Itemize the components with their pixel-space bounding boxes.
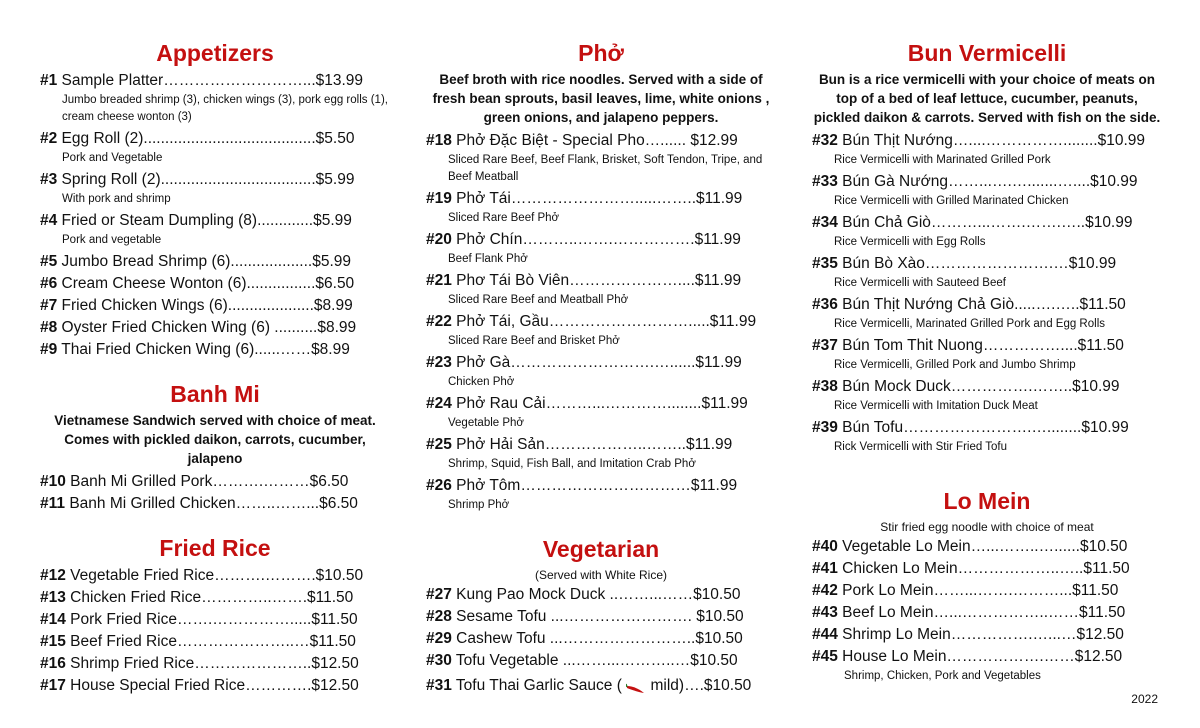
vegetarian-heading: Vegetarian (542, 536, 660, 562)
item-number: #25 (426, 436, 452, 453)
item-number: #23 (426, 354, 452, 371)
menu-item (40, 273, 390, 295)
item-text: Shrimp Lo Mein…………….…...…$12.50 (837, 626, 1124, 643)
item-number: #14 (40, 611, 66, 628)
menu-item (812, 646, 1162, 668)
banh-mi-heading: Banh Mi (170, 381, 260, 407)
menu-item (40, 565, 390, 587)
item-description: Rice Vermicelli with Imitation Duck Meat (834, 400, 1038, 412)
menu-item (40, 653, 390, 675)
menu-item (426, 584, 776, 606)
item-text: Banh Mi Grilled Chicken……..……...$6.50 (65, 495, 358, 512)
lo-mein-note: Stir fried egg noodle with choice of meat (880, 520, 1094, 534)
item-text: House Lo Mein……………….……$12.50 (837, 648, 1123, 665)
menu-item (40, 169, 390, 191)
item-number: #18 (426, 132, 452, 149)
menu-item (812, 335, 1162, 357)
item-number: #3 (40, 171, 58, 188)
item-number: #43 (812, 604, 838, 621)
lo-mein-heading: Lo Mein (943, 488, 1031, 514)
menu-item (40, 251, 390, 273)
menu-item (812, 558, 1162, 580)
item-text: Sample Platter………………………...$13.99 (57, 72, 364, 89)
item-description: Beef Flank Phở (448, 253, 528, 265)
item-number: #45 (812, 648, 838, 665)
menu-item (40, 317, 390, 339)
menu-item (426, 675, 776, 697)
item-number: #36 (812, 296, 838, 313)
banh-mi-description: Vietnamese Sandwich served with choice of meat. Comes with pickled daikon, carrots, cucumber, jalapeno (54, 413, 376, 466)
item-number: #8 (40, 319, 58, 336)
item-description: Rice Vermicelli with Sauteed Beef (834, 277, 1006, 289)
item-text: Oyster Fried Chicken Wing (6) ..........$8.99 (57, 319, 357, 336)
item-number: #34 (812, 214, 838, 231)
item-number: #26 (426, 477, 452, 494)
item-text: Phở Gà……………………….…......$11.99 (451, 354, 742, 371)
item-text: Banh Mi Grilled Pork……….………$6.50 (65, 473, 349, 490)
menu-item (426, 352, 776, 374)
menu-item (426, 393, 776, 415)
menu-item (812, 212, 1162, 234)
item-text: Cashew Tofu ...……………………..$10.50 (451, 630, 743, 647)
item-text: Bún Bò Xào…………………….…$10.99 (837, 255, 1117, 272)
menu-item (40, 471, 390, 493)
item-number: #27 (426, 586, 452, 603)
item-number: #32 (812, 132, 838, 149)
item-text: Bún Thịt Nướng…....……………........$10.99 (837, 132, 1145, 149)
menu-item (40, 609, 390, 631)
item-number: #4 (40, 212, 58, 229)
pho-description: Beef broth with rice noodles. Served with a side of fresh bean sprouts, basil leaves, lime, white onions , green onions, and jalapeno peppers. (432, 72, 770, 125)
item-number: #6 (40, 275, 58, 292)
item-number: #20 (426, 231, 452, 248)
item-number: #11 (40, 495, 66, 512)
year-label: 2022 (1131, 692, 1158, 706)
menu-item (426, 606, 776, 628)
menu-item (426, 628, 776, 650)
menu-item (812, 580, 1162, 602)
fried-rice-heading: Fried Rice (159, 535, 271, 561)
appetizers-heading: Appetizers (156, 40, 274, 66)
item-description: Sliced Rare Beef and Brisket Phở (448, 335, 620, 347)
menu-item (812, 253, 1162, 275)
bun-heading: Bun Vermicelli (907, 40, 1067, 66)
item-text: Kung Pao Mock Duck ..……...……$10.50 (451, 586, 741, 603)
item-number: #44 (812, 626, 838, 643)
item-text: Phở Tôm……………………………$11.99 (451, 477, 738, 494)
item-text: Phở Tái…………………….....……..$11.99 (451, 190, 743, 207)
item-text: Thai Fried Chicken Wing (6)......……$8.99 (57, 341, 350, 358)
item-text: Tofu Vegetable ...……...………..…$10.50 (451, 652, 738, 669)
item-text: Jumbo Bread Shrimp (6)...................$5.99 (57, 253, 352, 270)
menu-item (426, 650, 776, 672)
item-number: #17 (40, 677, 66, 694)
item-number: #1 (40, 72, 58, 89)
menu-item (812, 624, 1162, 646)
item-text: Vegetable Fried Rice……….……….$10.50 (65, 567, 364, 584)
item-description: With pork and shrimp (62, 193, 171, 205)
item-number: #41 (812, 560, 838, 577)
pho-section (426, 36, 776, 514)
item-number: #42 (812, 582, 838, 599)
item-description: Shrimp, Squid, Fish Ball, and Imitation Crab Phở (448, 458, 696, 470)
item-number: #33 (812, 173, 838, 190)
menu-item (426, 434, 776, 456)
vegetarian-note: (Served with White Rice) (534, 568, 668, 582)
item-description: Rice Vermicelli with Egg Rolls (834, 236, 986, 248)
item-text: Bún Mock Duck…………….……..$10.99 (837, 378, 1120, 395)
menu-column-middle (426, 36, 776, 697)
item-text: Vegetable Lo Mein…...……..…......$10.50 (837, 538, 1128, 555)
item-text: Phở Tái, Gầu……………………….....$11.99 (451, 313, 757, 330)
item-description: Chicken Phở (448, 376, 515, 388)
item-text: mild)….$10.50 (646, 677, 752, 694)
item-description: Sliced Rare Beef Phở (448, 212, 560, 224)
menu-item (426, 311, 776, 333)
item-text: Egg Roll (2)........................................$5.50 (57, 130, 355, 147)
item-text: Fried Chicken Wings (6)....................$8.99 (57, 297, 353, 314)
item-description: Pork and Vegetable (62, 152, 163, 164)
item-number: #21 (426, 272, 452, 289)
menu-item (426, 130, 776, 152)
item-description: Vegetable Phở (448, 417, 524, 429)
item-text: Phở Hải Sản………………..……..$11.99 (451, 436, 733, 453)
item-text: Bún Chả Giò………...…….…….…..$10.99 (837, 214, 1133, 231)
menu-item (40, 631, 390, 653)
item-text: Bún Tom Thit Nuong……………....$11.50 (837, 337, 1124, 354)
menu-item (812, 376, 1162, 398)
item-text: Chicken Fried Rice…………..…….$11.50 (65, 589, 354, 606)
item-number: #7 (40, 297, 58, 314)
item-text: Pork Fried Rice…….…………….....$11.50 (65, 611, 358, 628)
item-number: #9 (40, 341, 58, 358)
item-text: Bún Gà Nướng……...….….......…....$10.99 (837, 173, 1138, 190)
item-text: Phở Rau Cải………...…………........$11.99 (451, 395, 748, 412)
fried-rice-section (40, 531, 390, 697)
item-number: #29 (426, 630, 452, 647)
menu-item (40, 295, 390, 317)
item-number: #39 (812, 419, 838, 436)
chili-pepper-icon (626, 680, 646, 692)
item-number: #40 (812, 538, 838, 555)
item-number: #2 (40, 130, 58, 147)
item-number: #12 (40, 567, 66, 584)
item-description: Rice Vermicelli, Grilled Pork and Jumbo Shrimp (834, 359, 1076, 371)
item-number: #28 (426, 608, 452, 625)
item-description: Shrimp Phở (448, 499, 510, 511)
item-text: Chicken Lo Mein………………..…..$11.50 (837, 560, 1130, 577)
item-description: Shrimp, Chicken, Pork and Vegetables (844, 670, 1041, 682)
menu-column-right (812, 36, 1162, 687)
item-text: Phở Đặc Biệt - Special Pho…...... $12.99 (451, 132, 738, 149)
item-description: Rice Vermicelli with Marinated Grilled Pork (834, 154, 1051, 166)
item-number: #16 (40, 655, 66, 672)
menu-item (426, 475, 776, 497)
item-text: Phơ Tái Bò Viên…………………....$11.99 (451, 272, 742, 289)
menu-item (812, 294, 1162, 316)
item-text: Fried or Steam Dumpling (8).............$5.99 (57, 212, 352, 229)
item-number: #13 (40, 589, 66, 606)
item-text: Beef Lo Mein…...……………..……$11.50 (837, 604, 1126, 621)
menu-item (812, 171, 1162, 193)
menu-item (812, 536, 1162, 558)
item-description: Sliced Rare Beef, Beef Flank, Brisket, Soft Tendon, Tripe, and Beef Meatball (448, 154, 763, 183)
item-number: #5 (40, 253, 58, 270)
banh-mi-section (40, 377, 390, 515)
item-number: #10 (40, 473, 66, 490)
menu-item (812, 417, 1162, 439)
item-number: #35 (812, 255, 838, 272)
bun-section (812, 36, 1162, 456)
item-number: #22 (426, 313, 452, 330)
menu-column-left (40, 36, 390, 697)
menu-item (40, 70, 390, 92)
item-text: Phở Chín………..…….…………….$11.99 (451, 231, 741, 248)
item-description: Rice Vermicelli with Grilled Marinated Chicken (834, 195, 1069, 207)
appetizers-section (40, 36, 390, 361)
item-description: Jumbo breaded shrimp (3), chicken wings (3), pork egg rolls (1), cream cheese wonton (3) (62, 94, 388, 123)
item-text: Spring Roll (2)....................................$5.99 (57, 171, 355, 188)
menu-item (40, 339, 390, 361)
item-text: Cream Cheese Wonton (6)................$6.50 (57, 275, 355, 292)
item-number: #19 (426, 190, 452, 207)
item-number: #24 (426, 395, 452, 412)
menu-item (40, 210, 390, 232)
item-text: Bún Thịt Nướng Chả Giò.....….…..$11.50 (837, 296, 1126, 313)
item-number: #37 (812, 337, 838, 354)
item-number: #38 (812, 378, 838, 395)
menu-item (812, 130, 1162, 152)
menu-item (812, 602, 1162, 624)
item-description: Pork and vegetable (62, 234, 162, 246)
menu-item (40, 128, 390, 150)
menu-item (40, 675, 390, 697)
item-text: Sesame Tofu ...……………………. $10.50 (451, 608, 744, 625)
menu-item (426, 188, 776, 210)
item-text: House Special Fried Rice………….$12.50 (65, 677, 359, 694)
menu-item (40, 587, 390, 609)
menu-item (426, 270, 776, 292)
item-text: Bún Tofu…………………….…........$10.99 (837, 419, 1129, 436)
item-description: Rice Vermicelli, Marinated Grilled Pork and Egg Rolls (834, 318, 1105, 330)
bun-description: Bun is a rice vermicelli with your choice of meats on top of a bed of leaf lettuce, cucumber, peanuts, pickled daikon & carrots. Served with fish on the side. (813, 72, 1161, 125)
item-text: Beef Fried Rice…………………..…$11.50 (65, 633, 356, 650)
vegetarian-section (426, 532, 776, 697)
item-description: Rick Vermicelli with Stir Fried Tofu (834, 441, 1007, 453)
menu-item (426, 229, 776, 251)
item-text: Tofu Thai Garlic Sauce ( (451, 677, 627, 694)
item-text: Pork Lo Mein……...…….………...$11.50 (837, 582, 1119, 599)
item-number: #31 (426, 677, 452, 694)
lo-mein-section (812, 484, 1162, 685)
menu-item (40, 493, 390, 515)
pho-heading: Phở (578, 40, 624, 66)
item-description: Sliced Rare Beef and Meatball Phở (448, 294, 629, 306)
item-number: #15 (40, 633, 66, 650)
item-number: #30 (426, 652, 452, 669)
item-text: Shrimp Fried Rice…………………..$12.50 (65, 655, 359, 672)
